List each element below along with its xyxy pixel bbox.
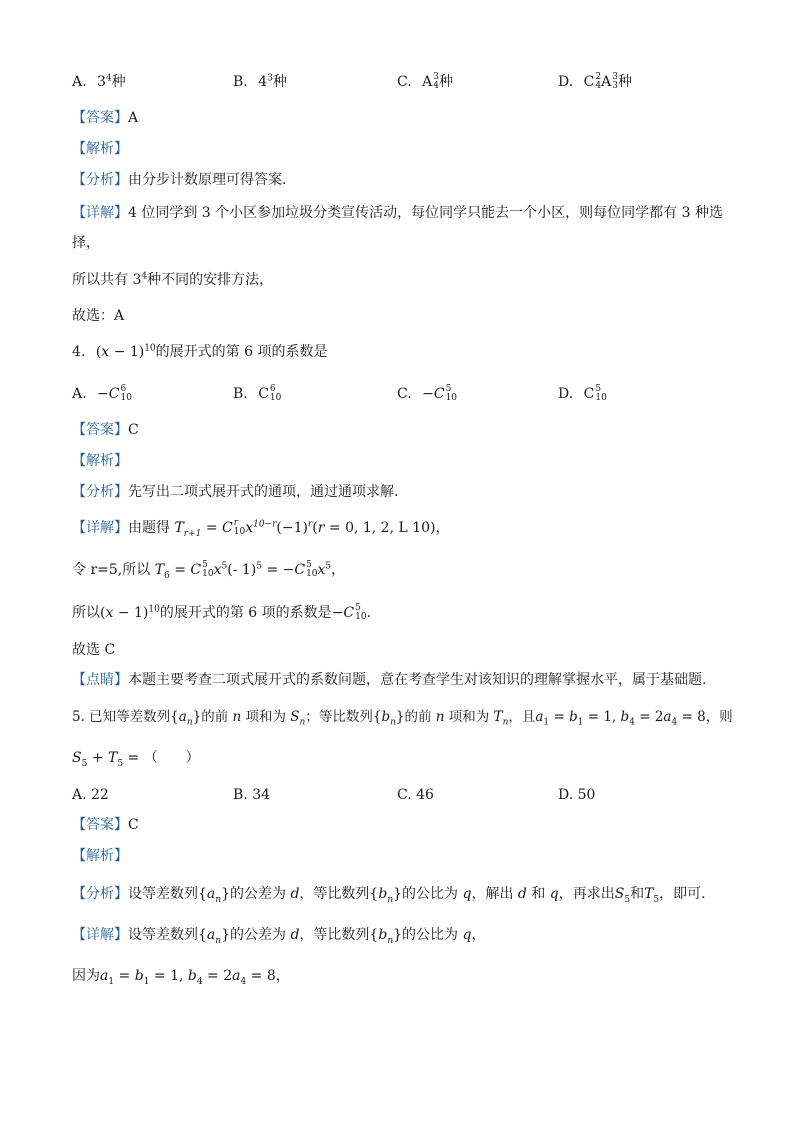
question-text: ；等比数列 (305, 709, 373, 725)
answer-tag: 【答案】 (72, 110, 128, 126)
q5-answer (72, 815, 139, 835)
answer-tag: 【答案】 (72, 817, 128, 833)
detail-text: 的展开式的第 6 项的系数是 (159, 605, 332, 621)
detail-text: 4 位同学到 3 个小区参加垃圾分类宣传活动，每位同学只能去一个小区，则每位同学都有 3 种选 (128, 205, 723, 221)
detail-tag: 【详解】 (72, 927, 128, 943)
answer-value: A (128, 110, 139, 126)
detail-text: 所以共有 (72, 272, 133, 288)
choose-text: 故选：A (72, 308, 125, 324)
comment-tag: 【点睛】 (72, 672, 128, 688)
question-text: 5. 已知等差数列 (72, 709, 171, 725)
q3-answer (72, 108, 138, 128)
fenxi-tag: 【分析】 (72, 484, 128, 500)
question-text: 的前 (404, 709, 432, 725)
q3-option-d: D. C 2 4 A 3 3 种 (558, 72, 632, 91)
q3-detail-line-2 (72, 233, 100, 253)
question-text: ，则 (705, 709, 733, 725)
fenxi-text: ，即可. (659, 886, 706, 902)
question-number: 4. (72, 344, 86, 360)
fenxi-text: 和 (630, 886, 645, 902)
analysis-tag: 【解析】 (72, 453, 128, 469)
option-label: D. (558, 386, 574, 402)
q5-detail: 【详解】设等差数列$\{a_n\}$的公差为 d，等比数列$\{b_n\}$的公比为 q， (72, 927, 486, 946)
detail-text: ， (471, 927, 486, 943)
option-text: B. 34 (233, 787, 271, 803)
q4-detail: 【详解】由题得 $T_{r+1} = C$ r 10 $x^{10-r}(-1)^r(r = 0$, 1, 2, L 10)， (72, 518, 450, 539)
option-text: D. 50 (558, 787, 596, 803)
detail-text: 的公比为 (402, 927, 459, 943)
choose-text: 故选 C (72, 642, 116, 658)
option-label: C. (397, 74, 412, 90)
q5-because: 因为$a_1 = b_1 = 1$, $b_4 = 2a_4 = 8$， (72, 968, 290, 987)
q3-choose (72, 306, 124, 326)
q4-option-b: B. C 6 10 (233, 384, 282, 403)
option-label: A. (72, 386, 87, 402)
option-unit: 种 (617, 74, 632, 90)
q4-choose (72, 640, 115, 660)
detail-text: ，等比数列 (299, 927, 370, 943)
detail-text: 设等差数列 (128, 927, 198, 943)
q5-stem-line-2: $S_5 + T_5$ = （ ） (72, 750, 200, 769)
detail-text: 所以 (72, 605, 100, 621)
analysis-tag: 【解析】 (72, 848, 128, 864)
q3-option-c: C. A 3 4 种 (397, 72, 453, 91)
detail-text: ， (275, 968, 290, 984)
q5-stem-line-1: 5. 已知等差数列$\{a_n\}$的前 n 项和为 $S_n$；等比数列$\{b_n\}$的前 n 项和为 $T_n$，且$a_1 = b_1 = 1$, $b_4 = 2a_4 = 8$，则 (72, 709, 733, 728)
detail-text: 令 r=5,所以 (72, 562, 151, 578)
question-text: （ ） (143, 750, 200, 766)
q3-analysis (72, 139, 128, 159)
q4-option-a: A. −C 6 10 (72, 384, 132, 403)
q4-fenxi (72, 482, 398, 502)
q4-let: 令 r=5,所以 $T_6 = C$ 5 10 $x^5(-$ 1)$^5$ = −C 5 10 $x^5$， (72, 560, 346, 581)
q4-comment (72, 670, 706, 690)
detail-tag: 【详解】 (72, 520, 128, 536)
q3-option-a: A. $3^4$种 (72, 73, 126, 90)
detail-text: 择， (72, 235, 100, 251)
answer-value: C (128, 817, 139, 833)
fenxi-text: ，再求出 (558, 886, 615, 902)
q4-analysis (72, 451, 128, 471)
fenxi-text: ，解出 (471, 886, 514, 902)
fenxi-text: 设等差数列 (128, 886, 198, 902)
option-text: C. 46 (397, 787, 434, 803)
q4-conclude: 所以$(x - 1)^{10}$的展开式的第 6 项的系数是−C 5 10 . (72, 603, 371, 622)
option-unit: 种 (438, 74, 453, 90)
q3-detail-line-3: 所以共有 $3^4$种不同的安排方法， (72, 271, 274, 288)
q4-stem: 4. $(x - 1)^{10}$的展开式的第 6 项的系数是 (72, 343, 328, 360)
question-text: 项和为 (245, 709, 286, 725)
answer-tag: 【答案】 (72, 422, 128, 438)
analysis-tag: 【解析】 (72, 141, 128, 157)
q5-option-c (397, 785, 434, 805)
q4-option-d: D. C 5 10 (558, 384, 607, 403)
q5-option-d (558, 785, 595, 805)
question-text: 的展开式的第 6 项的系数是 (155, 344, 328, 360)
detail-tag: 【详解】 (72, 205, 128, 221)
fenxi-text: 的公差为 (230, 886, 286, 902)
question-text: ，且 (508, 709, 536, 725)
q3-option-b: B. $4^3$种 (233, 73, 287, 90)
q4-answer (72, 420, 139, 440)
option-unit: 种 (272, 74, 287, 90)
q3-fenxi (72, 170, 286, 190)
option-unit: 种 (111, 74, 126, 90)
q5-fenxi: 【分析】设等差数列$\{a_n\}$的公差为 d，等比数列$\{b_n\}$的公比为 q，解出 d 和 q，再求出$S_5$和$T_5$，即可. (72, 886, 706, 905)
question-text: 项和为 (448, 709, 490, 725)
option-label: C. (397, 386, 412, 402)
fenxi-text: ，等比数列 (299, 886, 370, 902)
q5-analysis (72, 846, 128, 866)
option-label: D. (558, 74, 574, 90)
fenxi-text: 先写出二项式展开式的通项，通过通项求解. (128, 484, 399, 500)
q3-detail-line-1 (72, 203, 723, 223)
question-text: 的前 (201, 709, 229, 725)
option-label: B. (233, 386, 248, 402)
fenxi-text: 的公比为 (402, 886, 459, 902)
option-text: A. 22 (72, 787, 109, 803)
detail-text: 种不同的安排方法， (147, 272, 274, 288)
detail-text: 的公差为 (230, 927, 286, 943)
option-label: B. (233, 74, 248, 90)
fenxi-text: 由分步计数原理可得答案. (128, 172, 287, 188)
detail-text: 由题得 (128, 520, 170, 536)
fenxi-text: 和 (531, 886, 546, 902)
q5-option-a (72, 785, 109, 805)
option-label: A. (72, 74, 87, 90)
fenxi-tag: 【分析】 (72, 886, 128, 902)
q4-option-c: C. −C 5 10 (397, 384, 458, 403)
fenxi-tag: 【分析】 (72, 172, 128, 188)
answer-value: C (128, 422, 139, 438)
comment-text: 本题主要考查二项式展开式的系数问题，意在考查学生对该知识的理解掌握水平，属于基础题. (128, 672, 707, 688)
q5-option-b (233, 785, 270, 805)
detail-text: 因为 (72, 968, 100, 984)
